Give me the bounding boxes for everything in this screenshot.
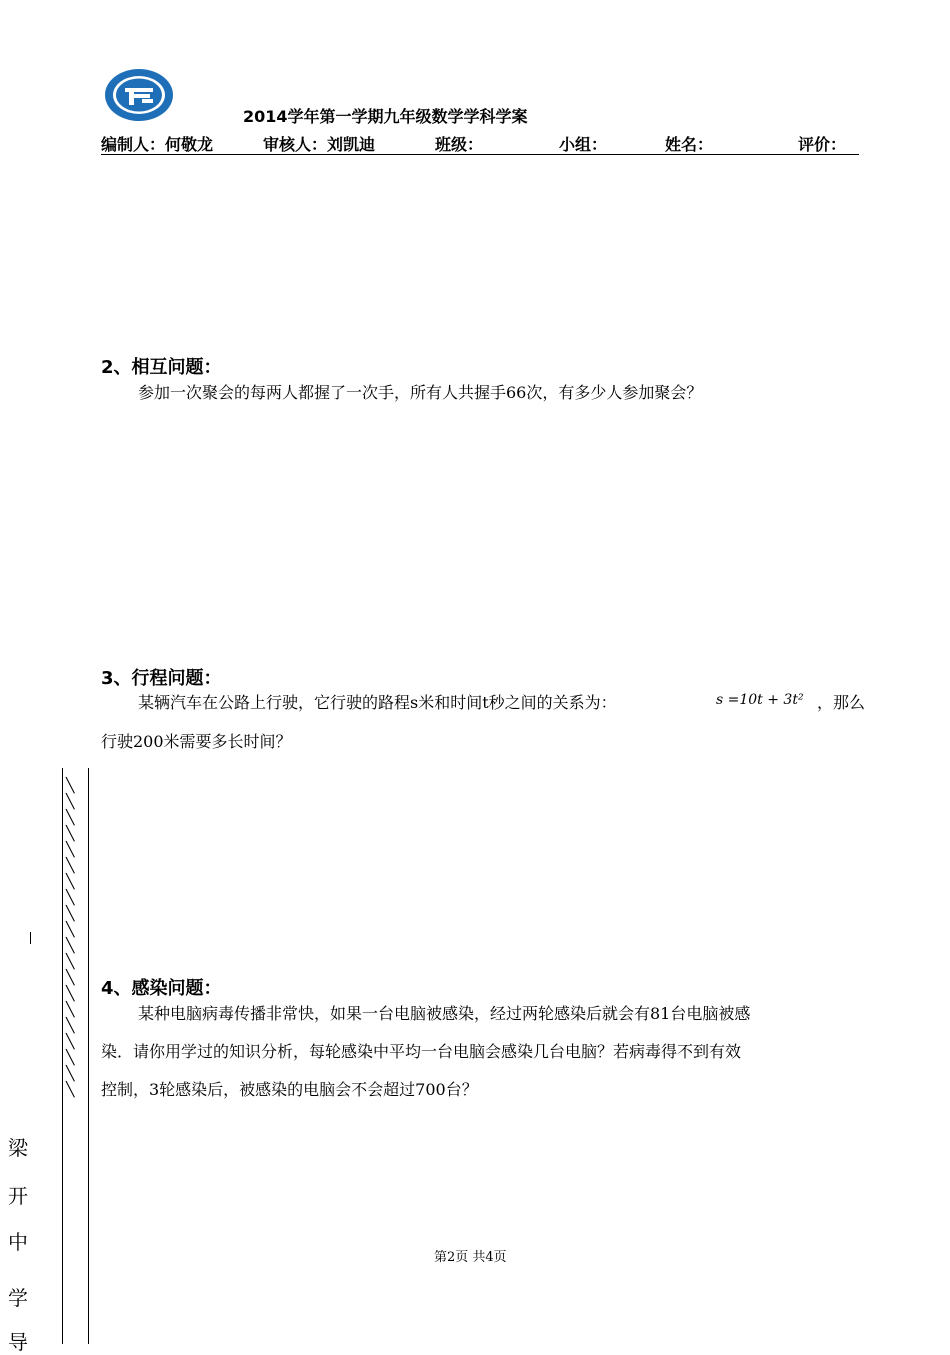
school-logo [104,68,174,122]
margin-char: 学 [8,1286,28,1310]
section-text-travel-line1: 某辆汽车在公路上行驶，它行驶的路程s米和时间t秒之间的关系为： [138,693,617,712]
section-text-handshake: 参加一次聚会的每两人都握了一次手，所有人共握手66次，有多少人参加聚会？ [138,383,703,402]
class-label: 班级： [435,135,484,154]
section-heading-infection: 4、感染问题： [101,978,222,999]
travel-formula: s =10t + 3t² [716,692,804,708]
binding-hatch: ╲ ╲ ╲ ╲ ╲ ╲ ╲ ╲ ╲ ╲ ╲ ╲ ╲ ╲ ╲ ╲ ╲ ╲ ╲ ╲ [66,778,75,1098]
margin-char: 导 [8,1330,28,1354]
meta-row [101,132,859,155]
group-label: 小组： [559,135,608,154]
reviewer-label: 审核人：刘凯迪 [263,135,376,154]
section-text-travel-line2: 行驶200米需要多长时间？ [101,732,292,751]
section-text-infection-line2: 染．请你用学过的知识分析，每轮感染中平均一台电脑会感染几台电脑？若病毒得不到有效 [101,1042,742,1061]
margin-char: 中 [8,1230,28,1254]
section-heading-handshake: 2、相互问题： [101,357,222,378]
section-text-infection-line3: 控制，3轮感染后，被感染的电脑会不会超过700台？ [101,1080,478,1099]
margin-char: 梁 [8,1136,28,1160]
binding-line-right [88,768,89,1344]
rating-label: 评价： [798,135,847,154]
binding-line-left [62,768,63,1344]
margin-char: 开 [8,1184,28,1208]
section-text-infection-line1: 某种电脑病毒传播非常快，如果一台电脑被感染，经过两轮感染后就会有81台电脑被感 [138,1004,751,1023]
name-label: 姓名： [665,135,714,154]
document-title: 2014学年第一学期九年级数学学科学案 [243,107,528,126]
page-number: 第2页 共4页 [434,1250,507,1265]
section-text-travel-tail: ，那么 [817,693,866,712]
margin-tick [30,932,31,944]
section-heading-travel: 3、行程问题： [101,668,222,689]
editor-label: 编制人：何敬龙 [101,135,214,154]
